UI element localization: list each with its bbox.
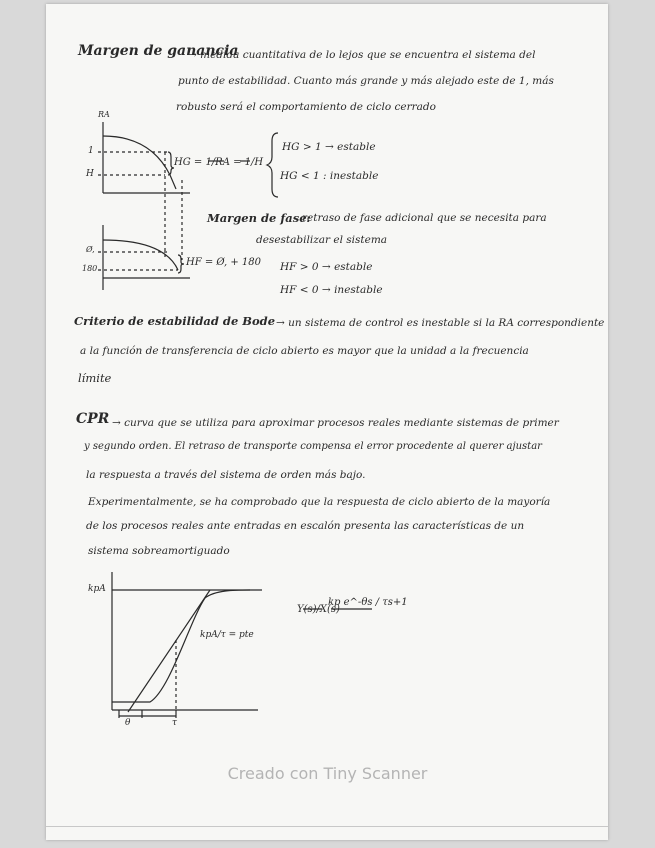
transfer-function-lhs: Y(s)/X(s) — [297, 604, 340, 615]
ra-axis-label: RA — [98, 110, 110, 119]
scanner-watermark: Creado con Tiny Scanner — [227, 764, 428, 783]
cpr-line1: → curva que se utiliza para aproximar procesos reales mediante sistemas de primer — [112, 417, 559, 429]
tick-phi: Ø, — [86, 245, 95, 254]
cpr-slope-label: kpA/τ = pte — [200, 630, 254, 640]
cpr-theta-label: θ — [125, 718, 131, 728]
cpr-response-curve — [112, 590, 250, 702]
bode-heading: Criterio de estabilidad de Bode — [74, 314, 276, 328]
hg-stable: HG > 1 → estable — [282, 141, 376, 153]
phase-curve — [103, 240, 178, 270]
phase-margin-heading: Margen de fase: — [207, 211, 311, 225]
tick-180: 180 — [82, 264, 98, 273]
cpr-tau-label: τ — [172, 718, 177, 728]
tick-1: 1 — [88, 146, 94, 156]
cpr-heading: CPR — [76, 411, 110, 427]
bode-line3: límite — [78, 371, 112, 385]
phase-margin-line2: desestabilizar el sistema — [256, 234, 388, 246]
transfer-function-rhs: kp e^-θs / τs+1 — [328, 597, 408, 608]
bode-line1: → un sistema de control es inestable si la RA correspondiente — [276, 317, 605, 329]
cpr-line3: la respuesta a través del sistema de orden más bajo. — [86, 469, 366, 481]
gain-margin-heading: Margen de ganancia — [78, 43, 239, 59]
cpr-line5: de los procesos reales ante entradas en escalón presenta las características de un — [86, 520, 525, 532]
cpr-y-label: kpA — [88, 584, 106, 594]
hg-formula: HG = 1/RA = 1/H — [174, 157, 264, 168]
ra-curve — [103, 136, 176, 189]
cpr-line2: y segundo orden. El retraso de transporte compensa el error procedente al querer ajustar — [84, 441, 542, 452]
phase-margin-line1: retraso de fase adicional que se necesita para — [302, 212, 547, 224]
tick-h: H — [86, 169, 94, 179]
cpr-line6: sistema sobreamortiguado — [88, 545, 230, 557]
hf-unstable: HF < 0 → inestable — [280, 284, 383, 296]
cpr-tangent — [128, 590, 210, 712]
hg-unstable: HG < 1 : inestable — [280, 170, 379, 182]
cpr-line4: Experimentalmente, se ha comprobado que la respuesta de ciclo abierto de la mayoría — [88, 496, 551, 508]
hf-stable: HF > 0 → estable — [280, 261, 373, 273]
bode-line2: a la función de transferencia de ciclo abierto es mayor que la unidad a la frecuencia — [80, 345, 529, 357]
gain-margin-line2: punto de estabilidad. Cuanto más grande y más alejado este de 1, más — [178, 75, 554, 87]
page-edge — [46, 826, 608, 827]
gain-margin-line1: → medida cuantitativa de lo lejos que se encuentra el sistema del — [188, 49, 536, 61]
gain-margin-line3: robusto será el comportamiento de ciclo cerrado — [176, 101, 436, 113]
hf-formula: HF = Ø, + 180 — [186, 257, 262, 268]
